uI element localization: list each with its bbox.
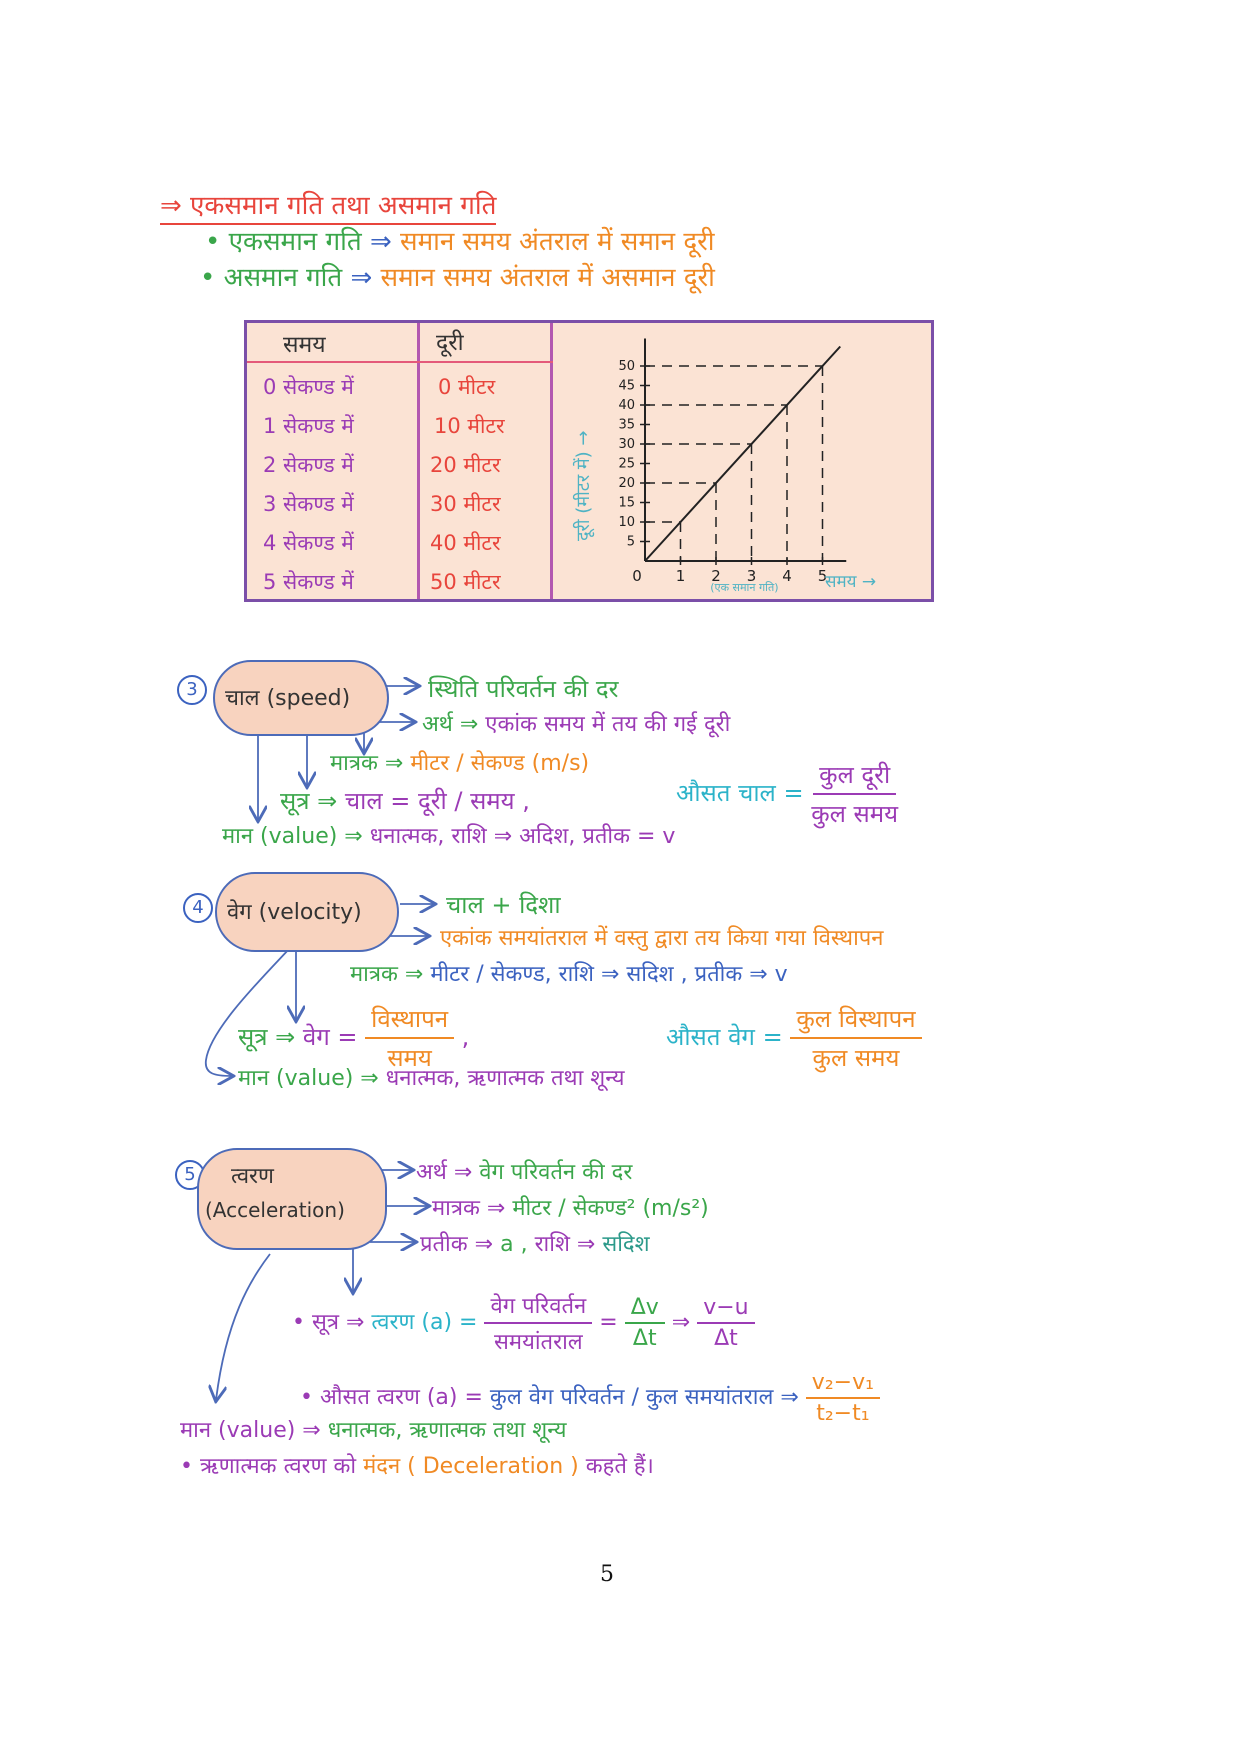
svg-text:5: 5 [626,534,635,550]
acceleration-title-hi: त्वरण [231,1164,274,1189]
page-number: 5 [600,1562,614,1587]
svg-text:0: 0 [632,567,642,585]
symbol-label: प्रतीक ⇒ [420,1232,494,1257]
section-number-4: 4 [183,893,213,923]
svg-text:2: 2 [711,567,721,585]
average-label: औसत वेग = [666,1023,783,1051]
velocity-value-line [238,1062,625,1092]
svg-text:45: 45 [618,378,635,394]
nonuniform-label: • असमान गति [200,263,343,293]
value-label: मान (value) ⇒ [180,1418,321,1443]
numerator: v₂−v₁ [806,1370,880,1399]
speed-formula-line [280,784,530,817]
denominator: कुल समय [812,1044,900,1072]
table-row-distance: 30 मीटर [430,492,501,516]
speed-formula: चाल = दूरी / समय , [344,787,530,815]
note-prefix: • ऋणात्मक त्वरण को [180,1454,357,1479]
meaning-label: अर्थ ⇒ [416,1160,473,1185]
velocity-definition: चाल + दिशा [446,891,561,919]
acceleration-quantity: सदिश [602,1232,650,1257]
acceleration-symbol: a , [500,1232,528,1257]
acceleration-unit: मीटर / सेकण्ड² (m/s²) [512,1196,709,1221]
note-suffix: कहते हैं। [585,1454,654,1479]
svg-text:20: 20 [618,476,635,491]
denominator: समय [387,1044,432,1072]
numerator: कुल दूरी [813,758,896,795]
velocity-cloud [215,872,399,952]
denominator: समयांतराल [494,1330,583,1355]
numerator: Δv [625,1295,665,1324]
acceleration-value: धनात्मक, ऋणात्मक तथा शून्य [327,1418,567,1443]
acceleration-symbol-line [420,1228,650,1258]
deceleration-note [180,1450,654,1480]
acceleration-unit-line [432,1192,709,1222]
average-expression: कुल वेग परिवर्तन / कुल समयांतराल ⇒ [489,1385,799,1410]
speed-value: धनात्मक, राशि ⇒ अदिश, प्रतीक = v [369,824,676,849]
numerator: कुल विस्थापन [790,1002,921,1039]
svg-text:4: 4 [782,567,792,585]
svg-text:40: 40 [618,398,635,413]
value-label: मान (value) ⇒ [238,1066,379,1091]
table-row-time: 0 सेकण्ड में [263,375,354,399]
speed-meaning: एकांक समय में तय की गई दूरी [485,712,731,737]
arrow: ⇒ [350,263,373,293]
numerator: वेग परिवर्तन [484,1290,592,1324]
speed-title: चाल (speed) [225,686,351,711]
comma: , [461,1023,470,1051]
table-row-distance: 0 मीटर [438,375,496,399]
svg-text:25: 25 [618,456,635,472]
denominator: t₂−t₁ [816,1401,870,1426]
svg-text:दूरी (मीटर में) →: दूरी (मीटर में) → [573,430,594,541]
arrow: ⇒ [369,227,392,257]
speed-meaning-line [422,708,730,738]
velocity-unit: मीटर / सेकण्ड, राशि ⇒ सदिश , प्रतीक ⇒ v [430,962,788,987]
speed-value-line [222,820,675,850]
svg-text:35: 35 [618,417,635,433]
delta-fraction [625,1295,665,1351]
denominator: Δt [632,1326,657,1351]
formula-lhs: वेग = [302,1023,358,1051]
table-row-time: 2 सेकण्ड में [263,453,354,477]
speed-average-formula [676,758,898,830]
average-fraction [811,758,898,830]
header-distance: दूरी [436,330,464,356]
svg-text:1: 1 [675,567,686,585]
acceleration-formula: • सूत्र ⇒ त्वरण (a) = $\frac{\text{वेग परिवर्तन}}{\text{समयांतराल}}$ = $\frac{\Delta v}{\Delta t}$ ⇒ $\frac{v-u}{\Delta t}$ [292,1290,755,1356]
table-row-time: 1 सेकण्ड में [263,414,354,438]
acceleration-fraction [484,1290,592,1356]
nonuniform-definition: समान समय अंतराल में असमान दूरी [380,263,715,293]
value-label: मान (value) ⇒ [222,824,363,849]
average-fraction [790,1002,921,1074]
formula-label: सूत्र ⇒ [238,1023,296,1051]
speed-unit-line [330,747,589,777]
vu-fraction [697,1295,754,1351]
note-term: मंदन ( Deceleration ) [363,1454,579,1479]
average-label: औसत चाल = [676,779,804,807]
table-row-distance: 20 मीटर [430,453,501,477]
speed-unit: मीटर / सेकण्ड (m/s) [410,751,590,776]
svg-text:15: 15 [618,495,635,511]
acceleration-value-line [180,1414,567,1444]
average-label: • औसत त्वरण (a) = [300,1385,483,1410]
section-number-5: 5 [175,1160,205,1190]
svg-text:5: 5 [817,567,828,585]
meaning-label: अर्थ ⇒ [422,712,479,737]
velocity-average-formula [666,1002,922,1074]
velocity-meaning: एकांक समयांतराल में वस्तु द्वारा तय किया गया विस्थापन [440,926,884,951]
numerator: विस्थापन [365,1002,454,1039]
velocity-unit-line [350,958,788,988]
speed-cloud [213,660,389,736]
svg-text:30: 30 [618,437,635,452]
denominator: Δt [714,1326,738,1351]
velocity-value: धनात्मक, ऋणात्मक तथा शून्य [385,1066,625,1091]
unit-label: मात्रक ⇒ [432,1196,506,1221]
acceleration-cloud [197,1148,387,1250]
formula-lhs: त्वरण (a) = [371,1310,478,1335]
svg-text:समय →: समय → [825,572,877,592]
table-row-time: 4 सेकण्ड में [263,531,354,555]
header-time: समय [283,332,326,358]
table-row-distance: 50 मीटर [430,570,501,594]
table-row-distance: 10 मीटर [434,414,505,438]
formula-label: सूत्र ⇒ [280,787,338,815]
uniform-label: • एकसमान गति [205,227,362,257]
heading-text: ⇒ एकसमान गति तथा असमान गति [160,191,496,225]
numerator: v−u [697,1295,754,1324]
acceleration-meaning-line [416,1156,632,1186]
speed-definition: स्थिति परिवर्तन की दर [428,675,619,703]
velocity-title: वेग (velocity) [227,900,362,925]
svg-text:3: 3 [746,567,757,585]
table-row-time: 5 सेकण्ड में [263,570,354,594]
acceleration-meaning: वेग परिवर्तन की दर [479,1160,633,1185]
uniform-definition: समान समय अंतराल में समान दूरी [400,227,715,257]
denominator: कुल समय [811,800,899,828]
unit-label: मात्रक ⇒ [330,751,404,776]
formula-label: • सूत्र ⇒ [292,1310,365,1335]
section-number-3: 3 [177,675,207,705]
svg-text:10: 10 [618,515,635,530]
quantity-label: राशि ⇒ [534,1232,596,1257]
acceleration-title-en: (Acceleration) [205,1198,345,1222]
svg-text:50: 50 [618,359,635,374]
unit-label: मात्रक ⇒ [350,962,424,987]
table-row-distance: 40 मीटर [430,531,501,555]
svg-text:(एक समान गति): (एक समान गति) [710,581,779,594]
average-fraction [806,1370,880,1426]
table-row-time: 3 सेकण्ड में [263,492,354,516]
